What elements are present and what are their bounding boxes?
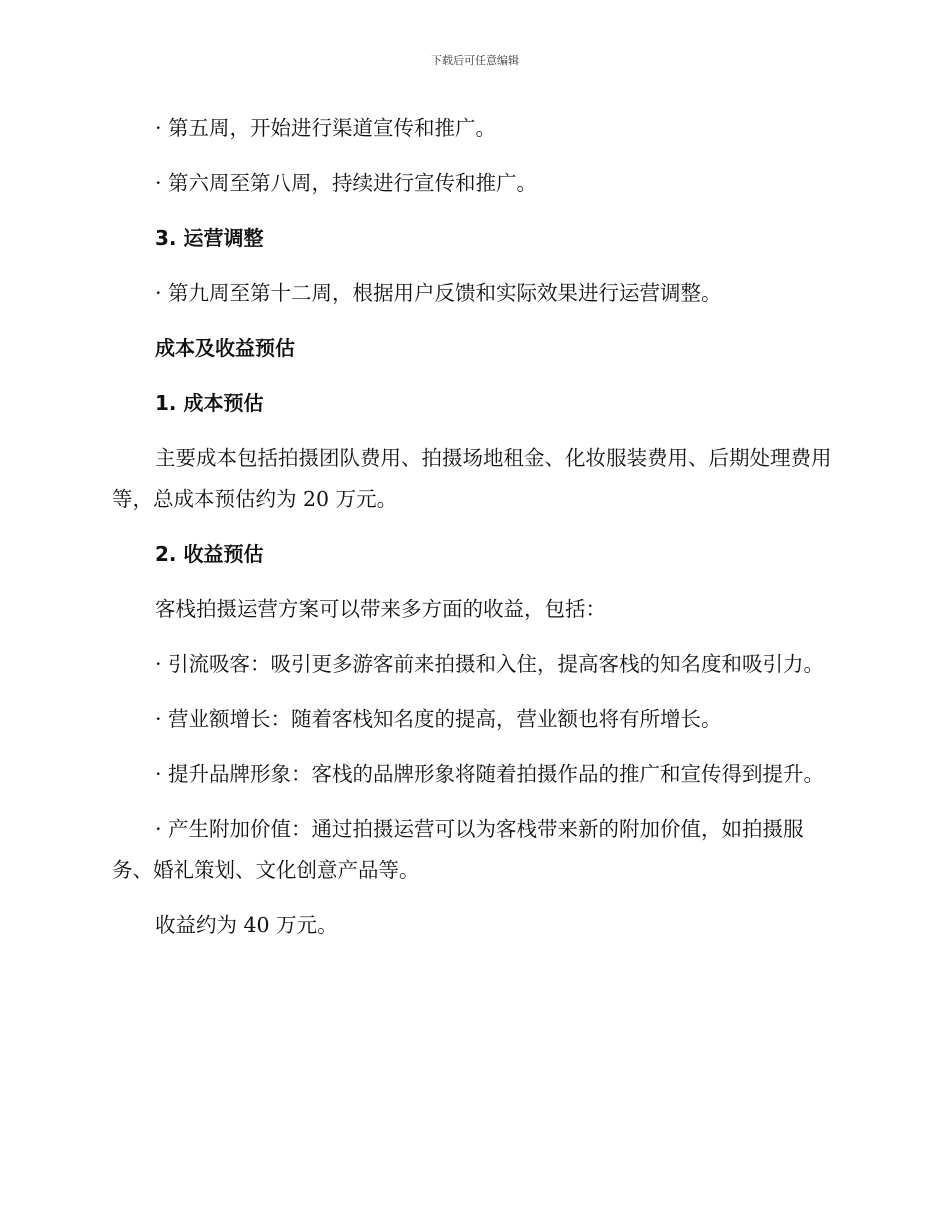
page-header: 下载后可任意编辑 (431, 54, 519, 67)
bullet-added-value: · 产生附加价值：通过拍摄运营可以为客栈带来新的附加价值，如拍摄服务、婚礼策划、文化创意产品等。 (112, 817, 804, 882)
subheading-cost-estimate: 1. 成本预估 (155, 391, 264, 415)
bullet-week-5: · 第五周，开始进行渠道宣传和推广。 (155, 116, 497, 140)
bullet-revenue-growth: · 营业额增长：随着客栈知名度的提高，营业额也将有所增长。 (155, 707, 722, 731)
paragraph-revenue-intro: 客栈拍摄运营方案可以带来多方面的收益，包括： (155, 597, 606, 621)
bullet-attract-guests: · 引流吸客：吸引更多游客前来拍摄和入住，提高客栈的知名度和吸引力。 (155, 652, 825, 676)
paragraph-cost-detail: 主要成本包括拍摄团队费用、拍摄场地租金、化妆服装费用、后期处理费用等，总成本预估约为 20 万元。 (112, 446, 832, 511)
subheading-revenue-estimate: 2. 收益预估 (155, 542, 264, 566)
section-heading-operation-adjustment: 3. 运营调整 (155, 226, 264, 250)
section-heading-cost-revenue: 成本及收益预估 (155, 336, 295, 360)
bullet-week-6-8: · 第六周至第八周，持续进行宣传和推广。 (155, 171, 538, 195)
document-body (112, 108, 834, 960)
paragraph-revenue-total: 收益约为 40 万元。 (155, 913, 338, 937)
bullet-brand-image: · 提升品牌形象：客栈的品牌形象将随着拍摄作品的推广和宣传得到提升。 (155, 762, 825, 786)
bullet-week-9-12: · 第九周至第十二周，根据用户反馈和实际效果进行运营调整。 (155, 281, 722, 305)
